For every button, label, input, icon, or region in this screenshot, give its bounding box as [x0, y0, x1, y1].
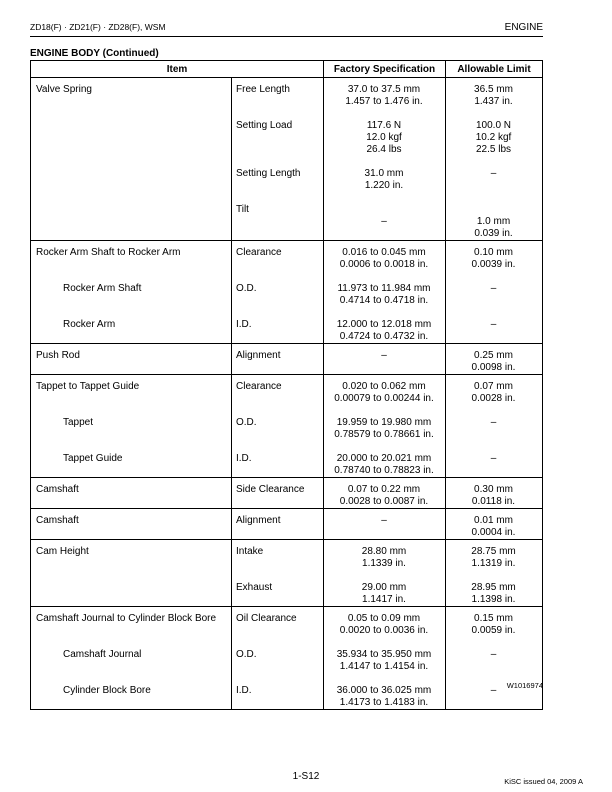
sub-item-text: Alignment — [236, 515, 281, 526]
item-name — [31, 84, 231, 108]
factory-spec-line: 0.78740 to 0.78823 in. — [334, 465, 434, 476]
spec-group-row — [31, 607, 543, 710]
spec-row — [31, 120, 542, 156]
factory-spec-line: 1.4147 to 1.4154 in. — [339, 661, 429, 672]
sub-item-text: Exhaust — [236, 582, 273, 593]
spec-group-cell — [31, 540, 543, 607]
sub-item-text: Side Clearance — [236, 484, 305, 495]
factory-spec-line: 0.0006 to 0.0018 in. — [339, 259, 429, 270]
spec-row — [31, 319, 542, 343]
allowable-limit-line: – — [490, 649, 497, 660]
allowable-limit-line: 0.0004 in. — [471, 527, 516, 538]
column-divider — [231, 375, 232, 477]
item-name-text — [36, 120, 231, 132]
item-name-text: Valve Spring — [36, 84, 92, 95]
sub-item — [231, 350, 323, 374]
allowable-limit-line: 36.5 mm — [474, 84, 513, 95]
allowable-limit — [445, 582, 542, 606]
item-name — [31, 168, 231, 192]
factory-spec — [323, 168, 445, 192]
column-divider — [323, 375, 324, 477]
factory-spec-line: 26.4 lbs — [366, 144, 402, 155]
column-divider — [323, 509, 324, 539]
factory-spec — [323, 204, 445, 240]
sub-item — [231, 120, 323, 156]
allowable-limit-line: 0.039 in. — [474, 228, 513, 239]
column-divider — [445, 509, 446, 539]
sub-item-text: O.D. — [236, 417, 257, 428]
spec-group-row — [31, 344, 543, 375]
header-divider — [30, 36, 543, 37]
item-name — [31, 453, 231, 477]
column-divider — [445, 375, 446, 477]
manual-model-header: ZD18(F) · ZD21(F) · ZD28(F), WSM — [30, 22, 166, 32]
factory-spec — [323, 417, 445, 441]
spec-row — [31, 478, 542, 508]
spec-row — [31, 241, 542, 271]
spec-row — [31, 417, 542, 441]
spec-row — [31, 344, 542, 374]
factory-spec — [323, 546, 445, 570]
factory-spec — [323, 381, 445, 405]
factory-spec-line: 0.0028 to 0.0087 in. — [339, 496, 429, 507]
allowable-limit — [445, 546, 542, 570]
item-name — [31, 381, 231, 405]
allowable-limit-line: 28.95 mm — [471, 582, 516, 593]
sub-item — [231, 613, 323, 637]
col-header-factory: Factory Specification — [324, 61, 446, 78]
item-name — [31, 613, 231, 637]
column-divider — [231, 78, 232, 240]
item-name-text: Rocker Arm — [63, 319, 116, 330]
allowable-limit-line: 0.25 mm — [474, 350, 513, 361]
item-name — [31, 247, 231, 271]
sub-item-text: Setting Length — [236, 168, 301, 179]
factory-spec — [323, 120, 445, 156]
allowable-limit-line: – — [490, 453, 497, 464]
factory-spec-line: – — [381, 216, 387, 227]
factory-spec-line: 12.0 kgf — [366, 132, 402, 143]
factory-spec-line: 12.000 to 12.018 mm — [336, 319, 432, 330]
sub-item — [231, 484, 323, 508]
allowable-limit-line: 100.0 N — [475, 120, 512, 131]
sub-item — [231, 453, 323, 477]
spec-group-row — [31, 78, 543, 241]
allowable-limit-line — [445, 204, 542, 216]
item-name-text — [36, 168, 231, 180]
sub-item — [231, 168, 323, 192]
factory-spec-line: – — [381, 515, 387, 526]
spec-row — [31, 168, 542, 192]
allowable-limit — [445, 204, 542, 240]
factory-spec-line: 0.78579 to 0.78661 in. — [334, 429, 434, 440]
sub-item — [231, 515, 323, 539]
item-name — [31, 484, 231, 508]
factory-spec-line: 28.80 mm — [361, 546, 407, 557]
factory-spec — [323, 319, 445, 343]
allowable-limit — [445, 84, 542, 108]
allowable-limit — [445, 168, 542, 192]
col-header-limit: Allowable Limit — [446, 61, 543, 78]
allowable-limit — [445, 120, 542, 156]
factory-spec-line: – — [381, 350, 387, 361]
item-name-text: Camshaft — [36, 515, 79, 526]
factory-spec — [323, 685, 445, 709]
sub-item — [231, 685, 323, 709]
allowable-limit-line: 0.07 mm — [474, 381, 513, 392]
allowable-limit-line: 0.0039 in. — [471, 259, 516, 270]
col-header-item: Item — [31, 61, 324, 78]
factory-spec — [323, 84, 445, 108]
item-name — [31, 649, 231, 673]
column-divider — [231, 509, 232, 539]
sub-item — [231, 283, 323, 307]
item-name-text: Cylinder Block Bore — [63, 685, 151, 696]
allowable-limit — [445, 649, 542, 673]
item-name-text — [36, 204, 231, 216]
factory-spec-line: 0.0020 to 0.0036 in. — [339, 625, 429, 636]
column-divider — [231, 478, 232, 508]
allowable-limit — [445, 453, 542, 477]
factory-spec-line: 1.1339 in. — [362, 558, 406, 569]
item-name-text: Camshaft Journal — [63, 649, 142, 660]
section-header: ENGINE — [504, 22, 543, 33]
column-divider — [323, 540, 324, 606]
factory-spec-line: 1.220 in. — [364, 180, 404, 191]
item-name — [31, 582, 231, 606]
sub-item — [231, 247, 323, 271]
item-name-text: Push Rod — [36, 350, 80, 361]
sub-item — [231, 582, 323, 606]
spec-row — [31, 375, 542, 405]
factory-spec-line: 35.934 to 35.950 mm — [336, 649, 432, 660]
sub-item-text: I.D. — [236, 453, 252, 464]
factory-spec-line: 0.020 to 0.062 mm — [342, 381, 426, 392]
sub-item-text: O.D. — [236, 283, 257, 294]
spec-table-body — [31, 78, 543, 710]
item-name-text: Tappet — [63, 417, 94, 428]
allowable-limit-line: 0.0028 in. — [471, 393, 516, 404]
item-name — [31, 546, 231, 570]
allowable-limit — [445, 319, 542, 343]
factory-spec-line: 1.4173 to 1.4183 in. — [339, 697, 429, 708]
allowable-limit — [445, 381, 542, 405]
factory-spec — [323, 350, 445, 374]
factory-spec-line: 0.4714 to 0.4718 in. — [339, 295, 429, 306]
factory-spec-line: 11.973 to 11.984 mm — [337, 283, 431, 294]
sub-item-text: I.D. — [236, 685, 252, 696]
factory-spec-line: 29.00 mm — [361, 582, 407, 593]
column-divider — [445, 241, 446, 343]
sub-item — [231, 84, 323, 108]
spec-table — [30, 60, 543, 710]
spec-group-cell — [31, 344, 543, 375]
allowable-limit — [445, 417, 542, 441]
item-name-text: Cam Height — [36, 546, 89, 557]
allowable-limit — [445, 484, 542, 508]
item-name — [31, 204, 231, 240]
item-name-text: Camshaft Journal to Cylinder Block Bore — [36, 613, 217, 624]
factory-spec — [323, 453, 445, 477]
spec-row — [31, 582, 542, 606]
sub-item — [231, 381, 323, 405]
allowable-limit-line: – — [490, 283, 497, 294]
item-name — [31, 417, 231, 441]
factory-spec-line: 31.0 mm — [364, 168, 404, 179]
factory-spec-line: 0.05 to 0.09 mm — [347, 613, 421, 624]
item-name-text: Tappet to Tappet Guide — [36, 381, 140, 392]
column-divider — [231, 607, 232, 709]
item-name-text: Camshaft — [36, 484, 79, 495]
sub-item-text: Intake — [236, 546, 264, 557]
allowable-limit-line: 28.75 mm — [471, 546, 516, 557]
spec-group-cell — [31, 78, 543, 241]
spec-group-cell — [31, 478, 543, 509]
sub-item-text: Oil Clearance — [236, 613, 297, 624]
allowable-limit-line: – — [490, 168, 497, 179]
sub-item — [231, 319, 323, 343]
sub-item-text: Clearance — [236, 381, 282, 392]
spec-row — [31, 78, 542, 108]
document-code: W1016974 — [506, 681, 543, 690]
factory-spec-line: 1.457 to 1.476 in. — [345, 96, 423, 107]
item-name-text: Rocker Arm Shaft — [63, 283, 142, 294]
sub-item-text: I.D. — [236, 319, 252, 330]
allowable-limit-line: 1.437 in. — [474, 96, 513, 107]
item-name — [31, 283, 231, 307]
factory-spec-line: 0.4724 to 0.4732 in. — [339, 331, 429, 342]
column-divider — [445, 540, 446, 606]
factory-spec — [323, 515, 445, 539]
spec-row — [31, 607, 542, 637]
spec-row — [31, 540, 542, 570]
item-name — [31, 120, 231, 156]
issue-note: KiSC issued 04, 2009 A — [504, 777, 583, 786]
factory-spec-line — [323, 204, 445, 216]
sub-item — [231, 546, 323, 570]
factory-spec-line: 0.00079 to 0.00244 in. — [334, 393, 434, 404]
item-name — [31, 319, 231, 343]
spec-group-row — [31, 509, 543, 540]
allowable-limit — [445, 247, 542, 271]
allowable-limit-line: 22.5 lbs — [475, 144, 512, 155]
factory-spec-line: 0.07 to 0.22 mm — [347, 484, 421, 495]
allowable-limit — [445, 613, 542, 637]
allowable-limit-line: 10.2 kgf — [475, 132, 512, 143]
item-name — [31, 350, 231, 374]
sub-item-text: Alignment — [236, 350, 281, 361]
spec-group-row — [31, 375, 543, 478]
item-name — [31, 515, 231, 539]
column-divider — [231, 344, 232, 374]
sub-item — [231, 417, 323, 441]
allowable-limit-line: 0.0118 in. — [471, 496, 516, 507]
spec-group-cell — [31, 375, 543, 478]
column-divider — [445, 78, 446, 240]
allowable-limit-line: – — [490, 319, 497, 330]
column-divider — [323, 478, 324, 508]
item-name-text — [36, 582, 231, 594]
spec-group-row — [31, 241, 543, 344]
item-name — [31, 685, 231, 709]
sub-item — [231, 204, 323, 240]
column-divider — [231, 540, 232, 606]
factory-spec-line: 20.000 to 20.021 mm — [336, 453, 432, 464]
section-title: ENGINE BODY (Continued) — [30, 48, 159, 59]
allowable-limit — [445, 515, 542, 539]
factory-spec-line: 37.0 to 37.5 mm — [347, 84, 421, 95]
column-divider — [445, 607, 446, 709]
allowable-limit-line: 1.1319 in. — [471, 558, 516, 569]
allowable-limit-line: 0.0059 in. — [471, 625, 516, 636]
column-divider — [323, 78, 324, 240]
allowable-limit-line: – — [490, 417, 497, 428]
allowable-limit — [445, 350, 542, 374]
allowable-limit-line: – — [490, 685, 497, 696]
sub-item-text: Free Length — [236, 84, 290, 95]
factory-spec-line: 19.959 to 19.980 mm — [336, 417, 432, 428]
sub-item-text: O.D. — [236, 649, 257, 660]
factory-spec-line: 1.1417 in. — [362, 594, 406, 605]
allowable-limit-line: 1.0 mm — [476, 216, 511, 227]
spec-group-cell — [31, 509, 543, 540]
spec-row — [31, 204, 542, 240]
factory-spec — [323, 582, 445, 606]
sub-item — [231, 649, 323, 673]
spec-row — [31, 283, 542, 307]
spec-row — [31, 649, 542, 673]
allowable-limit-line: 0.15 mm — [474, 613, 513, 624]
item-name-text: Tappet Guide — [63, 453, 123, 464]
spec-row — [31, 453, 542, 477]
sub-item-text: Tilt — [236, 204, 249, 215]
page-number: 1-S12 — [292, 771, 320, 782]
factory-spec — [323, 649, 445, 673]
allowable-limit-line: 0.30 mm — [474, 484, 513, 495]
factory-spec-line: 0.016 to 0.045 mm — [342, 247, 426, 258]
column-divider — [445, 344, 446, 374]
factory-spec — [323, 247, 445, 271]
allowable-limit — [445, 283, 542, 307]
factory-spec — [323, 484, 445, 508]
column-divider — [445, 478, 446, 508]
spec-group-row — [31, 540, 543, 607]
allowable-limit-line: 0.10 mm — [474, 247, 513, 258]
factory-spec-line: 36.000 to 36.025 mm — [336, 685, 432, 696]
table-header-row — [31, 61, 543, 78]
sub-item-text: Setting Load — [236, 120, 293, 131]
allowable-limit-line: 0.01 mm — [474, 515, 513, 526]
column-divider — [323, 344, 324, 374]
spec-row — [31, 509, 542, 539]
allowable-limit-line: 0.0098 in. — [471, 362, 516, 373]
sub-item-text: Clearance — [236, 247, 282, 258]
allowable-limit-line: 1.1398 in. — [471, 594, 516, 605]
column-divider — [323, 241, 324, 343]
spec-group-cell — [31, 607, 543, 710]
column-divider — [231, 241, 232, 343]
spec-row — [31, 685, 542, 709]
spec-group-cell — [31, 241, 543, 344]
spec-group-row — [31, 478, 543, 509]
item-name-text: Rocker Arm Shaft to Rocker Arm — [36, 247, 181, 258]
factory-spec — [323, 283, 445, 307]
factory-spec — [323, 613, 445, 637]
factory-spec-line: 117.6 N — [366, 120, 402, 131]
column-divider — [323, 607, 324, 709]
